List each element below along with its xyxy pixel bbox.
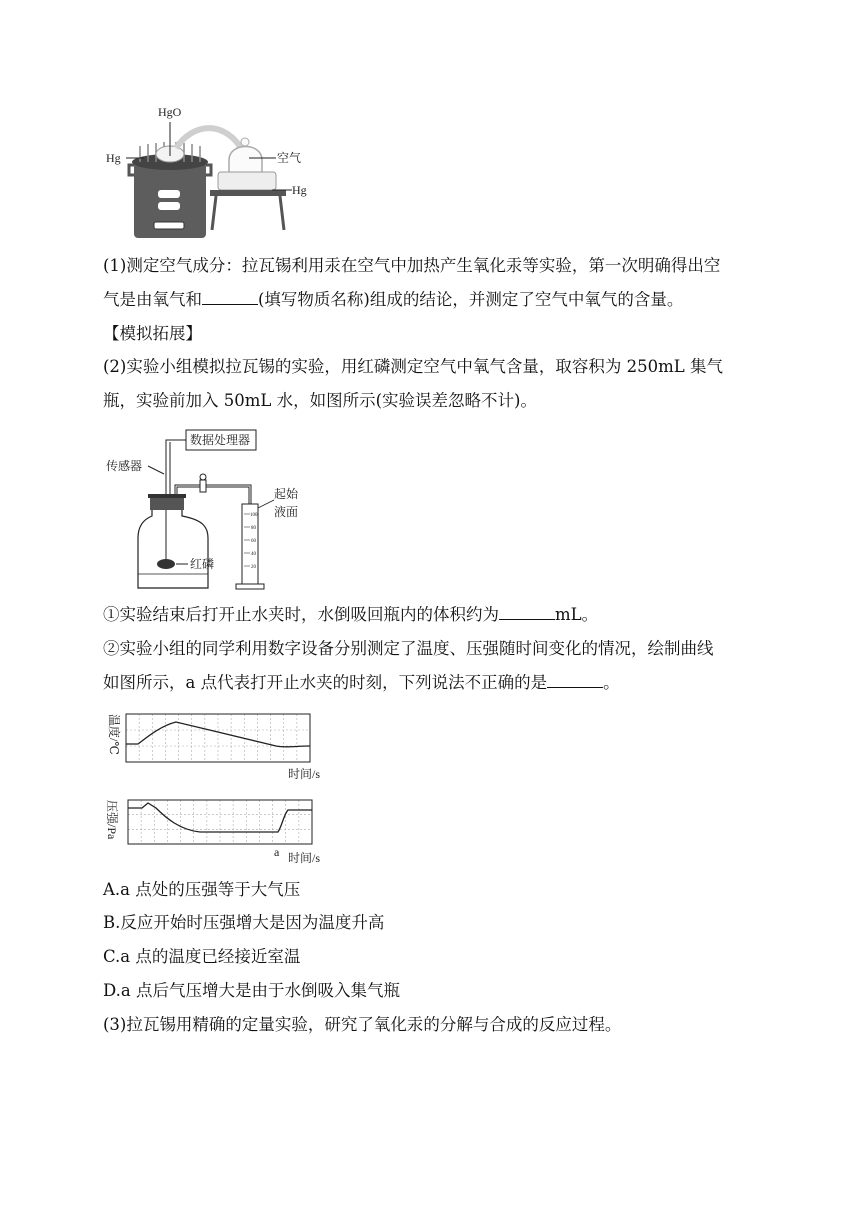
stop-clamp: [200, 480, 206, 492]
label-start-level-1: 起始: [274, 487, 299, 501]
pressure-chart: [100, 796, 340, 870]
q2-sub1: ①实验结束后打开止水夹时，水倒吸回瓶内的体积约为 mL。: [103, 605, 599, 624]
temperature-chart: [100, 708, 340, 782]
q2-sub2-line1: ②实验小组的同学利用数字设备分别测定了温度、压强随时间变化的情况，绘制曲线: [103, 639, 714, 658]
q3-line: (3)拉瓦锡用精确的定量实验，研究了氧化汞的分解与合成的反应过程。: [103, 1015, 622, 1034]
q1-line1: (1)测定空气成分：拉瓦锡利用汞在空气中加热产生氧化汞等实验，第一次明确得出空: [103, 256, 721, 275]
q2-line2: 瓶，实验前加入 50mL 水，如图所示(实验误差忽略不计)。: [103, 391, 537, 410]
label-hg-right: Hg: [292, 183, 307, 197]
answer-blank-2[interactable]: [499, 603, 555, 620]
option-a[interactable]: A.a 点处的压强等于大气压: [103, 880, 301, 899]
gas-bottle: [138, 508, 208, 588]
lavoisier-apparatus-figure: [104, 100, 324, 240]
bottle-stopper: [150, 496, 184, 510]
option-c[interactable]: C.a 点的温度已经接近室温: [103, 947, 301, 966]
cyl-mark-60: 60: [251, 539, 256, 544]
mercury-trough: [218, 172, 276, 190]
answer-blank-3[interactable]: [547, 671, 603, 688]
temp-ylabel: 温度/℃: [107, 714, 121, 755]
table-top: [210, 190, 286, 196]
cyl-mark-40: 40: [251, 552, 256, 557]
label-start-level-2: 液面: [274, 505, 299, 519]
label-sensor: 传感器: [106, 459, 143, 473]
connecting-tube: [176, 486, 250, 512]
phosphorus-spoon: [157, 559, 175, 569]
label-data-processor: 数据处理器: [190, 433, 251, 447]
cyl-mark-20: 20: [251, 565, 256, 570]
label-red-phosphorus: 红磷: [190, 557, 215, 571]
label-hg-left: Hg: [106, 151, 121, 165]
pressure-xlabel: 时间/s: [288, 851, 321, 865]
point-a-label: a: [274, 845, 280, 859]
q2-line1: (2)实验小组模拟拉瓦锡的实验，用红磷测定空气中氧气含量，取容积为 250mL 集气: [103, 357, 723, 376]
temp-xlabel: 时间/s: [288, 767, 321, 781]
label-air: 空气: [277, 151, 302, 165]
option-d[interactable]: D.a 点后气压增大是由于水倒吸入集气瓶: [103, 981, 400, 1000]
pressure-ylabel: 压强/Pa: [105, 800, 119, 840]
option-b[interactable]: B.反应开始时压强增大是因为温度升高: [103, 913, 385, 932]
label-hgo: HgO: [158, 105, 182, 119]
q2-sub2-line2: 如图所示，a 点代表打开止水夹的时刻，下列说法不正确的是 。: [103, 673, 620, 692]
cyl-mark-100: 100: [250, 513, 258, 518]
phosphorus-apparatus-figure: [104, 428, 314, 594]
section-heading: 【模拟拓展】: [103, 324, 202, 343]
q1-line2: 气是由氧气和 (填写物质名称)组成的结论，并测定了空气中氧气的含量。: [103, 290, 684, 309]
cyl-mark-80: 80: [251, 526, 256, 531]
answer-blank-1[interactable]: [202, 288, 258, 305]
